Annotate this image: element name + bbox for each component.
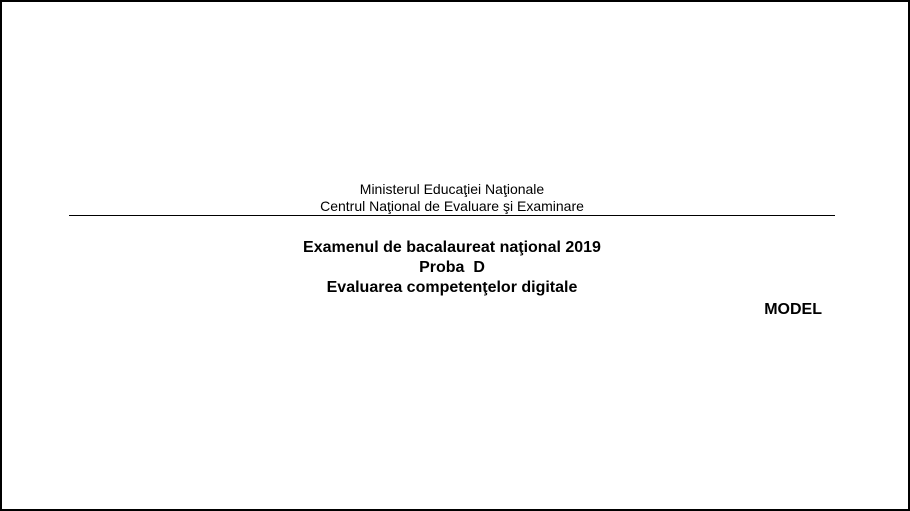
document-header [2, 181, 902, 215]
ministry-name: Ministerul Educaţiei Naţionale [359, 181, 545, 197]
evaluation-center-name: Centrul Naţional de Evaluare şi Examinare [320, 198, 584, 214]
exam-title-block [2, 238, 902, 298]
header-divider [69, 215, 835, 216]
exam-title: Examenul de bacalaureat naţional 2019 [303, 239, 601, 256]
exam-test-name: Proba D [419, 259, 485, 276]
exam-subject: Evaluarea competenţelor digitale [326, 279, 578, 296]
model-label: MODEL [764, 301, 822, 318]
